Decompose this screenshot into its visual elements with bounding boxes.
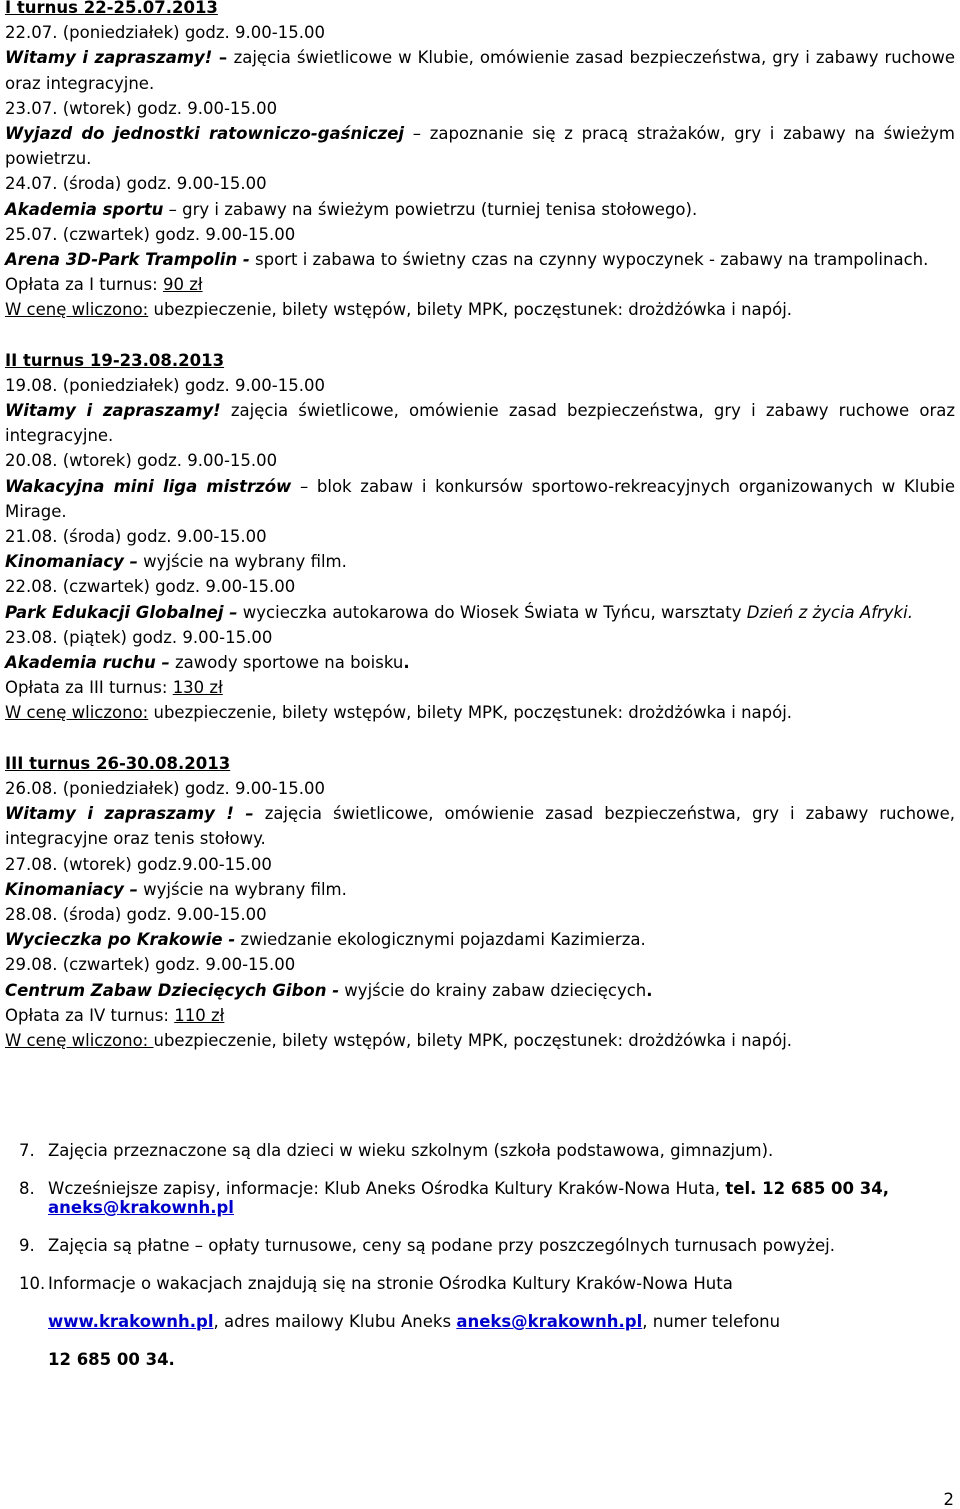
turnus-3-day-2-program	[5, 877, 955, 902]
note-text: Zajęcia przeznaczone są dla dzieci w wieku szkolnym (szkoła podstawowa, gimnazjum).	[48, 1141, 774, 1160]
website-link[interactable]: www.krakownh.pl	[48, 1312, 214, 1331]
turnus-2-day-4-program	[5, 600, 955, 625]
turnus-2-day-1-program	[5, 398, 955, 448]
period: .	[646, 980, 653, 1000]
event-description: wyjście na wybrany film.	[137, 879, 347, 899]
turnus-2-price	[5, 675, 955, 700]
event-title: Wakacyjna mini liga mistrzów	[5, 476, 292, 496]
period: .	[403, 653, 410, 673]
event-title: Park Edukacji Globalnej –	[5, 602, 238, 622]
phone-number: 12 685 00 34.	[48, 1350, 175, 1369]
event-title: Kinomaniacy –	[5, 552, 138, 572]
note-text: Informacje o wakacjach znajdują się na stronie Ośrodka Kultury Kraków-Nowa Huta	[48, 1274, 733, 1293]
price-value: 130 zł	[172, 678, 223, 698]
note-9	[5, 1236, 955, 1255]
event-description: – gry i zabawy na świeżym powietrzu (turniej tenisa stołowego).	[163, 199, 698, 219]
turnus-1-day-4-program	[5, 247, 955, 272]
note-text: Zajęcia są płatne – opłaty turnusowe, ceny są podane przy poszczególnych turnusach powyżej.	[48, 1236, 835, 1255]
event-title: Akademia ruchu –	[5, 653, 170, 673]
note-number: 8.	[19, 1179, 35, 1198]
event-title: Witamy i zapraszamy ! –	[5, 804, 254, 824]
note-text-end: , numer telefonu	[642, 1312, 781, 1331]
turnus-1-heading: I turnus 22-25.07.2013	[5, 0, 218, 17]
turnus-1-day-2-date: 23.07. (wtorek) godz. 9.00-15.00	[5, 98, 278, 118]
note-number: 9.	[19, 1236, 35, 1255]
workshop-title: Dzień z życia Afryki.	[746, 602, 913, 622]
turnus-2-day-2-program	[5, 474, 955, 524]
note-10	[5, 1274, 955, 1369]
included-label: W cenę wliczono:	[5, 703, 149, 723]
turnus-3-price	[5, 1003, 955, 1028]
turnus-1-day-3-program	[5, 197, 955, 222]
turnus-1-day-2-program	[5, 121, 955, 171]
event-description: zajęcia świetlicowe w Klubie, omówienie zasad bezpieczeństwa, gry i zabawy ruchowe oraz integracyjne.	[5, 48, 955, 93]
included-text: ubezpieczenie, bilety wstępów, bilety MPK, poczęstunek: drożdżówka i napój.	[148, 300, 793, 320]
event-title: Witamy i zapraszamy!	[5, 48, 213, 68]
turnus-2-heading: II turnus 19-23.08.2013	[5, 350, 225, 370]
event-title: Wycieczka po Krakowie -	[5, 930, 236, 950]
note-number: 7.	[19, 1141, 35, 1160]
event-title: Witamy i zapraszamy!	[5, 401, 221, 421]
event-description: zajęcia świetlicowe, omówienie zasad bezpieczeństwa, gry i zabawy ruchowe oraz integracyjne.	[5, 401, 955, 446]
turnus-1-day-4-date: 25.07. (czwartek) godz. 9.00-15.00	[5, 224, 296, 244]
event-title: Kinomaniacy –	[5, 879, 138, 899]
included-label: W cenę wliczono:	[5, 300, 149, 320]
note-8	[5, 1179, 955, 1217]
turnus-3-section	[5, 751, 955, 1053]
event-description: wycieczka autokarowa do Wiosek Świata w Tyńcu, warsztaty	[237, 602, 747, 622]
turnus-2-section	[5, 348, 955, 726]
turnus-2-included	[5, 700, 955, 725]
turnus-1-price	[5, 272, 955, 297]
turnus-2-day-4-date: 22.08. (czwartek) godz. 9.00-15.00	[5, 577, 296, 597]
turnus-3-day-1-program	[5, 801, 955, 851]
turnus-3-day-4-program	[5, 978, 955, 1003]
turnus-1-day-3-date: 24.07. (środa) godz. 9.00-15.00	[5, 174, 267, 194]
event-description: – blok zabaw i konkursów sportowo-rekreacyjnych organizowanych w Klubie Mirage.	[5, 476, 956, 521]
included-text: ubezpieczenie, bilety wstępów, bilety MPK, poczęstunek: drożdżówka i napój.	[148, 703, 793, 723]
price-label: Opłata za I turnus:	[5, 275, 163, 295]
turnus-3-day-4-date: 29.08. (czwartek) godz. 9.00-15.00	[5, 955, 296, 975]
document-page	[5, 0, 956, 1369]
turnus-1-included	[5, 297, 955, 322]
turnus-3-day-3-date: 28.08. (środa) godz. 9.00-15.00	[5, 904, 267, 924]
turnus-2-day-5-program	[5, 650, 955, 675]
turnus-2-day-3-date: 21.08. (środa) godz. 9.00-15.00	[5, 527, 267, 547]
event-title: Centrum Zabaw Dziecięcych Gibon -	[5, 980, 340, 1000]
turnus-2-day-5-date: 23.08. (piątek) godz. 9.00-15.00	[5, 627, 273, 647]
event-title: Akademia sportu	[5, 199, 164, 219]
turnus-2-day-2-date: 20.08. (wtorek) godz. 9.00-15.00	[5, 451, 278, 471]
included-label: W cenę wliczono:	[5, 1030, 154, 1050]
event-description: wyjście na wybrany film.	[137, 552, 347, 572]
turnus-3-included	[5, 1028, 955, 1053]
notes-list	[5, 1141, 955, 1388]
event-description: zwiedzanie ekologicznymi pojazdami Kazimierza.	[235, 930, 646, 950]
turnus-1-section	[5, 0, 955, 323]
event-description: sport i zabawa to świetny czas na czynny wypoczynek - zabawy na trampolinach.	[249, 250, 929, 270]
event-description: wyjście do krainy zabaw dziecięcych	[339, 980, 647, 1000]
event-title: Arena 3D-Park Trampolin -	[5, 250, 250, 270]
turnus-1-day-1-date: 22.07. (poniedziałek) godz. 9.00-15.00	[5, 23, 325, 43]
turnus-3-day-3-program	[5, 927, 955, 952]
event-title: Wyjazd do jednostki ratowniczo-gaśniczej	[5, 124, 405, 144]
note-7	[5, 1141, 955, 1160]
price-value: 90 zł	[162, 275, 203, 295]
event-description: zajęcia świetlicowe, omówienie zasad bezpieczeństwa, gry i zabawy ruchowe, integracyjne oraz tenis stołowy.	[5, 804, 956, 849]
event-description: zawody sportowe na boisku	[169, 653, 404, 673]
price-value: 110 zł	[174, 1005, 225, 1025]
note-number: 10.	[19, 1274, 46, 1293]
turnus-2-day-1-date: 19.08. (poniedziałek) godz. 9.00-15.00	[5, 375, 325, 395]
turnus-3-day-2-date: 27.08. (wtorek) godz.9.00-15.00	[5, 854, 272, 874]
phone-number: tel. 12 685 00 34,	[725, 1179, 889, 1198]
turnus-3-day-1-date: 26.08. (poniedziałek) godz. 9.00-15.00	[5, 778, 325, 798]
note-text: Wcześniejsze zapisy, informacje: Klub Aneks Ośrodka Kultury Kraków-Nowa Huta,	[48, 1179, 726, 1198]
turnus-3-heading: III turnus 26-30.08.2013	[5, 753, 231, 773]
email-link[interactable]: aneks@krakownh.pl	[456, 1312, 643, 1331]
page-number: 2	[943, 1490, 954, 1509]
turnus-2-day-3-program	[5, 549, 955, 574]
dash: –	[212, 48, 234, 68]
included-text: ubezpieczenie, bilety wstępów, bilety MPK, poczęstunek: drożdżówka i napój.	[153, 1030, 793, 1050]
turnus-1-day-1-program	[5, 45, 955, 95]
price-label: Opłata za III turnus:	[5, 678, 173, 698]
price-label: Opłata za IV turnus:	[5, 1005, 175, 1025]
email-link[interactable]: aneks@krakownh.pl	[48, 1198, 234, 1217]
note-text-middle: , adres mailowy Klubu Aneks	[213, 1312, 457, 1331]
event-description: – zapoznanie się z pracą strażaków, gry i zabawy na świeżym powietrzu.	[5, 124, 955, 169]
